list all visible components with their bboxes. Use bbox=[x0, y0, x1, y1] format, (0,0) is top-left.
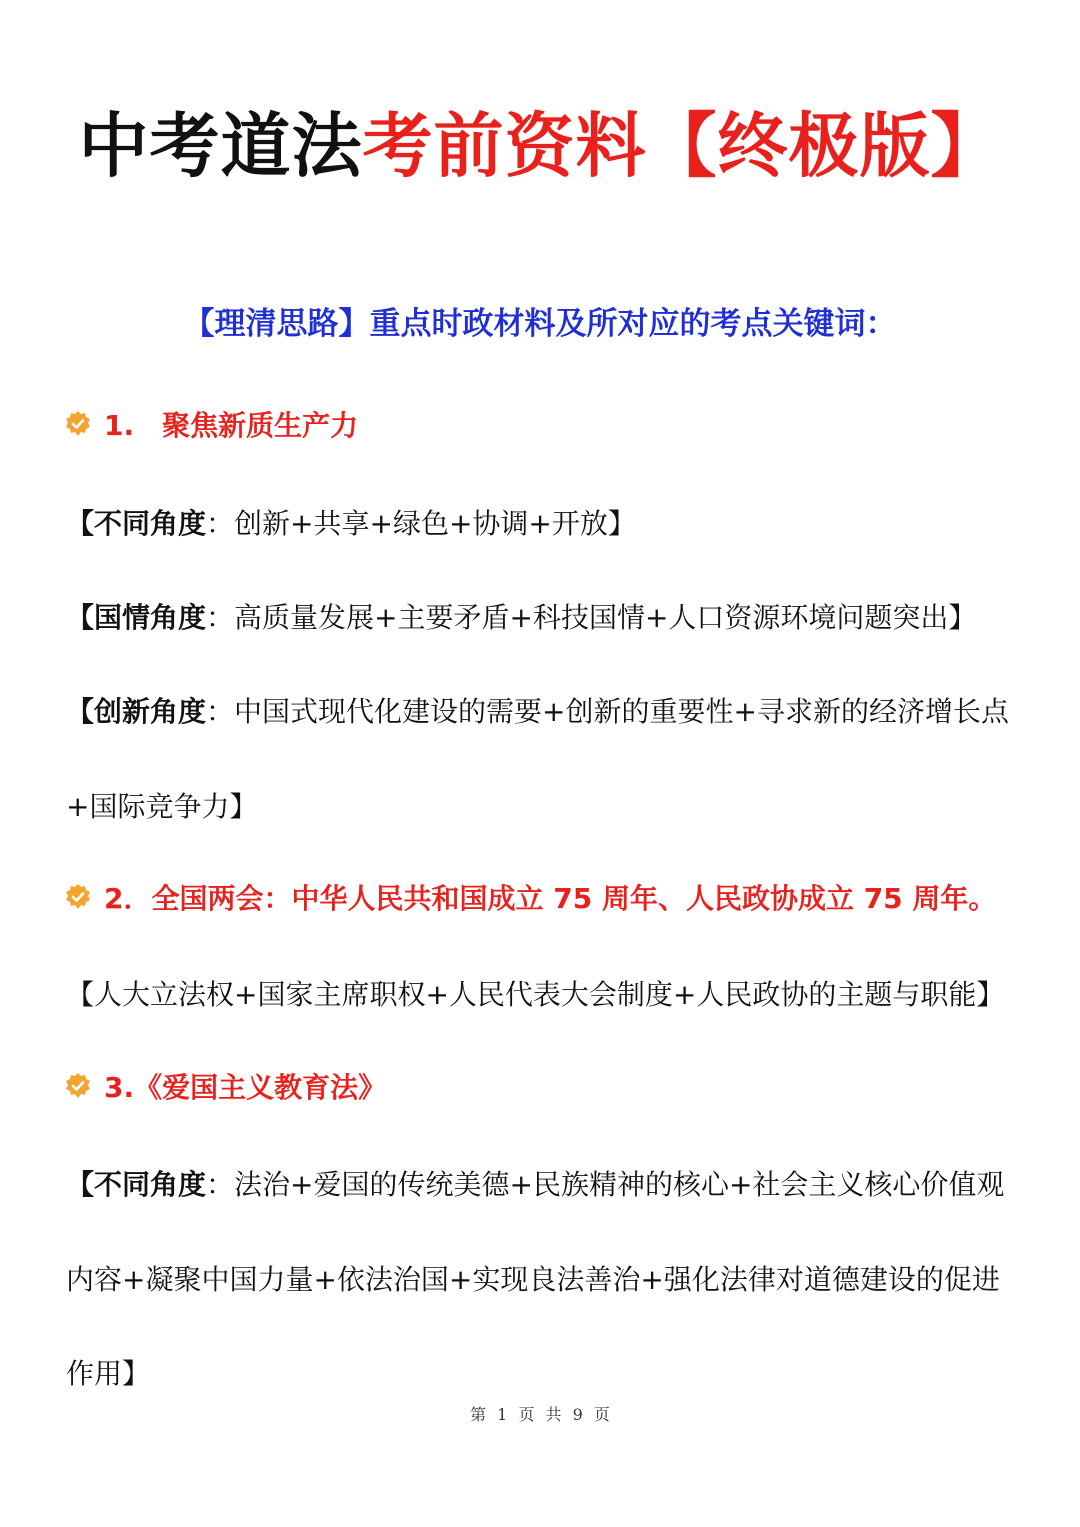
section-2-line-1 bbox=[66, 973, 1004, 1013]
title-part-black: 中考道法 bbox=[78, 105, 363, 187]
verified-badge-icon bbox=[64, 883, 92, 911]
page-number-footer: 第 1 页 共 9 页 bbox=[470, 1405, 610, 1424]
line-rest: ：法治+爱国的传统美德+民族精神的核心+社会主义核心价值观 bbox=[206, 1168, 1005, 1201]
section-heading-text: 2．全国两会：中华人民共和国成立 75 周年、人民政协成立 75 周年。 bbox=[104, 882, 997, 915]
line-lead: 【不同角度 bbox=[66, 1168, 207, 1201]
section-2-heading bbox=[64, 877, 996, 917]
line-rest: +国际竞争力】 bbox=[66, 790, 258, 823]
line-rest: 【人大立法权+国家主席职权+人民代表大会制度+人民政协的主题与职能】 bbox=[66, 978, 1005, 1011]
line-lead: 【创新角度 bbox=[66, 695, 207, 728]
line-lead: 【国情角度 bbox=[66, 601, 207, 634]
line-rest: ：高质量发展+主要矛盾+科技国情+人口资源环境问题突出】 bbox=[206, 601, 977, 634]
section-3-line-2 bbox=[66, 1258, 1000, 1298]
line-rest: ：创新+共享+绿色+协调+开放】 bbox=[206, 507, 636, 540]
subtitle: 【理清思路】重点时政材料及所对应的考点关键词： bbox=[183, 306, 897, 342]
section-3-line-1 bbox=[66, 1163, 1004, 1203]
verified-badge-icon bbox=[64, 410, 92, 438]
line-rest: 作用】 bbox=[66, 1357, 151, 1390]
section-heading-text: 3.《爱国主义教育法》 bbox=[104, 1071, 387, 1104]
page-title bbox=[0, 105, 1080, 187]
section-1-heading bbox=[64, 404, 358, 444]
section-1-line-3 bbox=[66, 690, 1009, 730]
section-3-line-3 bbox=[66, 1352, 150, 1392]
section-1-line-2 bbox=[66, 596, 976, 636]
section-1-line-1 bbox=[66, 502, 636, 542]
verified-badge-icon bbox=[64, 1072, 92, 1100]
line-lead: 【不同角度 bbox=[66, 507, 207, 540]
section-3-heading bbox=[64, 1066, 386, 1106]
section-heading-text: 1. 聚焦新质生产力 bbox=[104, 409, 359, 442]
section-1-line-4 bbox=[66, 785, 257, 825]
line-rest: ：中国式现代化建设的需要+创新的重要性+寻求新的经济增长点 bbox=[206, 695, 1009, 728]
line-rest: 内容+凝聚中国力量+依法治国+实现良法善治+强化法律对道德建设的促进 bbox=[66, 1263, 1000, 1296]
title-part-red: 考前资料【终极版】 bbox=[362, 105, 1002, 187]
